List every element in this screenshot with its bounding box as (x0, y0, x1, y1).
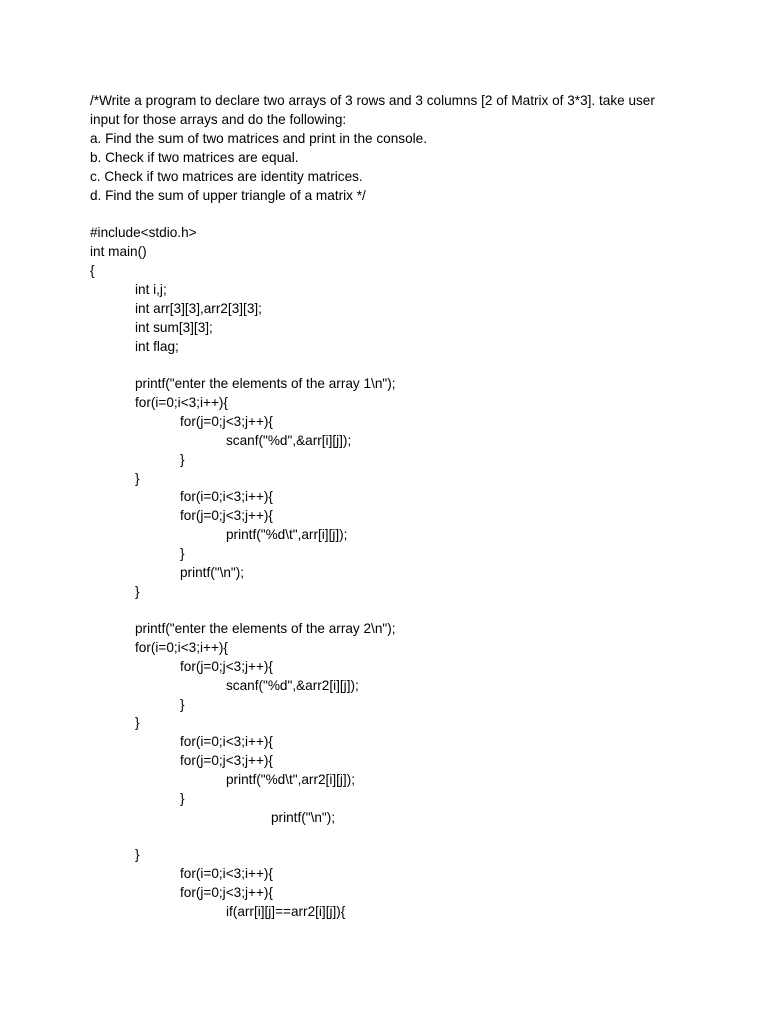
prompt-array2-line: printf("enter the elements of the array 2\n"); (135, 621, 396, 636)
task-d-line: d. Find the sum of upper triangle of a matrix */ (90, 188, 366, 203)
scanf-arr-line: scanf("%d",&arr[i][j]); (226, 433, 352, 448)
for-i-line-4: for(i=0;i<3;i++){ (180, 734, 273, 749)
close-brace-line-6: } (135, 715, 140, 730)
declare-ij-line: int i,j; (135, 282, 167, 297)
close-brace-line-2: } (135, 471, 140, 486)
printf-newline-line-1: printf("\n"); (180, 565, 245, 580)
task-c-line: c. Check if two matrices are identity matrices. (90, 169, 363, 184)
close-brace-line-7: } (180, 791, 185, 806)
declare-sum-line: int sum[3][3]; (135, 320, 213, 335)
for-j-line-2: for(j=0;j<3;j++){ (180, 508, 273, 523)
close-brace-line-5: } (180, 697, 185, 712)
for-j-line-4: for(j=0;j<3;j++){ (180, 753, 273, 768)
task-b-line: b. Check if two matrices are equal. (90, 150, 299, 165)
printf-arr-line: printf("%d\t",arr[i][j]); (226, 527, 348, 542)
for-j-line-3: for(j=0;j<3;j++){ (180, 659, 273, 674)
close-brace-line-8: } (135, 847, 140, 862)
for-j-line-5: for(j=0;j<3;j++){ (180, 885, 273, 900)
for-i-line-2: for(i=0;i<3;i++){ (180, 489, 273, 504)
main-signature-line: int main() (90, 244, 147, 259)
close-brace-line-4: } (135, 584, 140, 599)
close-brace-line-1: } (180, 452, 185, 467)
for-i-line-1: for(i=0;i<3;i++){ (135, 395, 228, 410)
for-j-line-1: for(j=0;j<3;j++){ (180, 414, 273, 429)
for-i-line-3: for(i=0;i<3;i++){ (135, 640, 228, 655)
declare-flag-line: int flag; (135, 339, 179, 354)
include-line: #include<stdio.h> (90, 225, 197, 240)
printf-newline-line-2: printf("\n"); (271, 810, 336, 825)
scanf-arr2-line: scanf("%d",&arr2[i][j]); (226, 678, 359, 693)
comment-line-1: /*Write a program to declare two arrays of 3 rows and 3 columns [2 of Matrix of 3*3]. take user (90, 93, 655, 108)
comment-line-2: input for those arrays and do the following: (90, 112, 347, 127)
open-brace-line: { (90, 263, 95, 278)
declare-arrays-line: int arr[3][3],arr2[3][3]; (135, 301, 262, 316)
task-a-line: a. Find the sum of two matrices and print in the console. (90, 131, 427, 146)
close-brace-line-3: } (180, 546, 185, 561)
prompt-array1-line: printf("enter the elements of the array 1\n"); (135, 376, 396, 391)
printf-arr2-line: printf("%d\t",arr2[i][j]); (226, 772, 356, 787)
for-i-line-5: for(i=0;i<3;i++){ (180, 866, 273, 881)
if-equal-line: if(arr[i][j]==arr2[i][j]){ (226, 904, 346, 919)
